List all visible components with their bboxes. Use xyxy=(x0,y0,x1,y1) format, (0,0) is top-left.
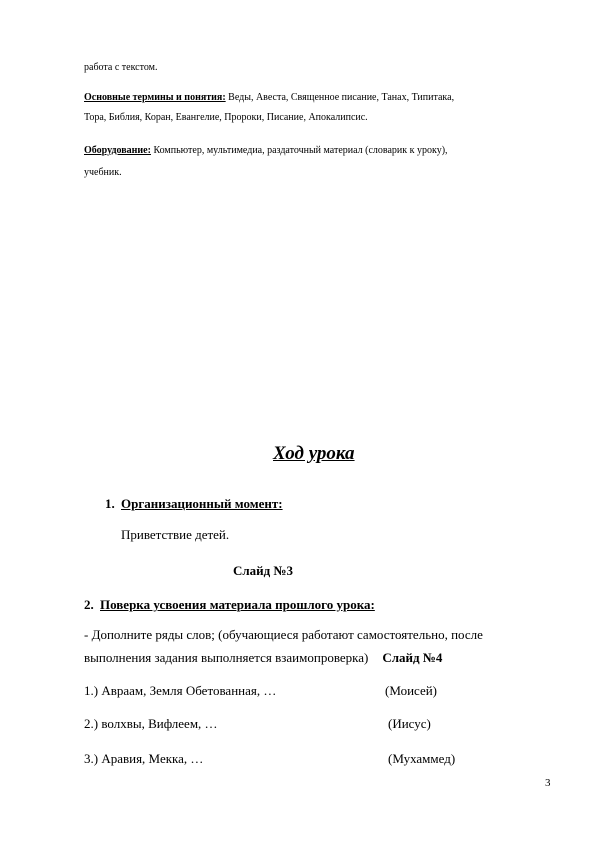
page-number: 3 xyxy=(545,777,551,789)
section-2-number: 2. xyxy=(84,597,94,612)
list-item-2: 2.) волхвы, Вифлеем, … xyxy=(84,716,218,731)
intro-line: работа с текстом. xyxy=(84,62,158,73)
equipment-text: Компьютер, мультимедиа, раздаточный материал (словарик к уроку), xyxy=(150,145,448,156)
section-2-heading: Поверка усвоения материала прошлого урока: xyxy=(100,597,375,612)
greeting-text: Приветствие детей. xyxy=(121,527,230,542)
list-item-2-answer: (Иисус) xyxy=(388,716,431,731)
list-item-1: 1.) Авраам, Земля Обетованная, … xyxy=(84,683,277,698)
equipment-line-1 xyxy=(84,145,448,156)
terms-label: Основные термины и понятия: xyxy=(84,92,226,103)
slide-4-label: Слайд №4 xyxy=(382,650,443,665)
terms-line-2: Тора, Библия, Коран, Евангелие, Пророки, Писание, Апокалипсис. xyxy=(84,112,368,123)
section-1-heading: Организационный момент: xyxy=(121,496,283,511)
task-line-2 xyxy=(84,650,442,666)
slide-3-label: Слайд №3 xyxy=(233,563,294,578)
task-line-1: - Дополните ряды слов; (обучающиеся работают самостоятельно, после xyxy=(84,627,483,642)
terms-line-1 xyxy=(84,92,454,103)
list-item-3-answer: (Мухаммед) xyxy=(388,751,456,766)
equipment-line-2: учебник. xyxy=(84,167,122,178)
section-1-number: 1. xyxy=(105,496,115,511)
page-title: Ход урока xyxy=(273,443,355,464)
list-item-1-answer: (Моисей) xyxy=(385,683,438,698)
task-line-2-text: выполнения задания выполняется взаимопроверка) xyxy=(84,650,369,665)
equipment-label: Оборудование: xyxy=(84,145,151,156)
list-item-3: 3.) Аравия, Мекка, … xyxy=(84,751,204,766)
terms-text: Веды, Авеста, Священное писание, Танах, Типитака, xyxy=(225,92,455,103)
